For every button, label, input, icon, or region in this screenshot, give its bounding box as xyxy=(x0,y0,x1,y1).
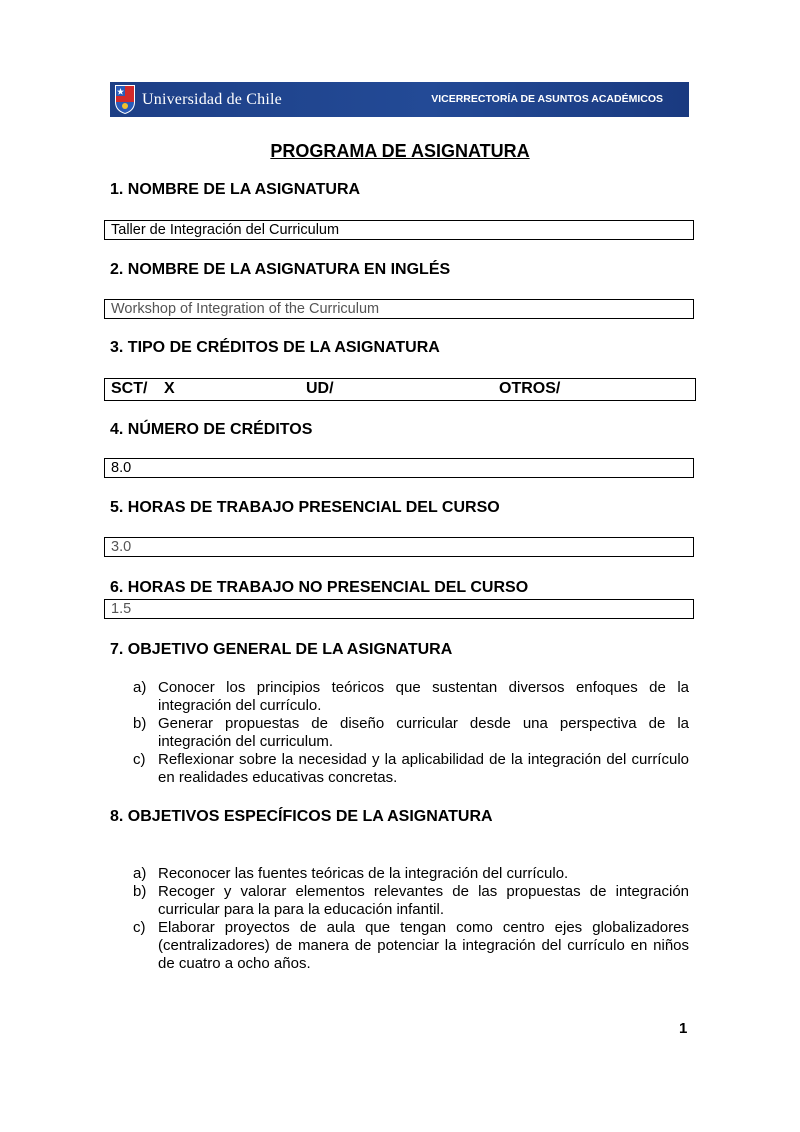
list-item xyxy=(133,679,689,715)
list-item-text: Conocer los principios teóricos que sustentan diversos enfoques de la integración del currículo. xyxy=(158,679,689,714)
non-presential-hours-field: 1.5 xyxy=(104,599,694,619)
list-item-text: Reconocer las fuentes teóricas de la integración del currículo. xyxy=(158,865,569,882)
sct-mark: X xyxy=(164,380,175,397)
list-marker: a) xyxy=(133,679,147,696)
list-marker: a) xyxy=(133,865,147,882)
university-crest-icon xyxy=(113,84,137,115)
list-item xyxy=(133,865,689,883)
otros-label: OTROS/ xyxy=(499,380,561,397)
course-name-field: Taller de Integración del Curriculum xyxy=(104,220,694,240)
list-marker: c) xyxy=(133,751,146,768)
list-item-text: Recoger y valorar elementos relevantes de las propuestas de integración curricular para la para la educación infantil. xyxy=(158,883,689,918)
ud-label: UD/ xyxy=(306,380,334,397)
section-7-heading: 7. OBJETIVO GENERAL DE LA ASIGNATURA xyxy=(110,641,453,658)
section-5-heading: 5. HORAS DE TRABAJO PRESENCIAL DEL CURSO xyxy=(110,499,500,516)
list-item xyxy=(133,715,689,751)
vicerrectoria-label: VICERRECTORÍA DE ASUNTOS ACADÉMICOS xyxy=(431,93,663,105)
list-item-text: Elaborar proyectos de aula que tengan como centro ejes globalizadores (centralizadores) de manera de potenciar la integración del currículo en niños de cuatro a ocho años. xyxy=(158,919,689,972)
list-item xyxy=(133,883,689,919)
list-marker: b) xyxy=(133,715,147,732)
specific-objectives-list xyxy=(133,865,689,973)
credit-type-box xyxy=(104,378,696,401)
document-title: PROGRAMA DE ASIGNATURA xyxy=(270,141,530,161)
header-banner xyxy=(110,82,689,117)
section-3-heading: 3. TIPO DE CRÉDITOS DE LA ASIGNATURA xyxy=(110,339,440,356)
list-item xyxy=(133,751,689,787)
sct-label: SCT/ xyxy=(111,380,148,397)
section-8-heading: 8. OBJETIVOS ESPECÍFICOS DE LA ASIGNATURA xyxy=(110,808,493,825)
list-item-text: Reflexionar sobre la necesidad y la aplicabilidad de la integración del currículo en realidades educativas concretas. xyxy=(158,751,689,786)
general-objectives-list xyxy=(133,679,689,787)
university-name: Universidad de Chile xyxy=(142,91,282,108)
section-4-heading: 4. NÚMERO DE CRÉDITOS xyxy=(110,421,313,438)
section-2-heading: 2. NOMBRE DE LA ASIGNATURA EN INGLÉS xyxy=(110,261,451,278)
section-1-heading: 1. NOMBRE DE LA ASIGNATURA xyxy=(110,181,361,198)
list-item-text: Generar propuestas de diseño curricular desde una perspectiva de la integración del curriculum. xyxy=(158,715,689,750)
presential-hours-field: 3.0 xyxy=(104,537,694,557)
credits-number-field: 8.0 xyxy=(104,458,694,478)
list-marker: c) xyxy=(133,919,146,936)
page-number: 1 xyxy=(679,1020,688,1037)
section-6-heading: 6. HORAS DE TRABAJO NO PRESENCIAL DEL CURSO xyxy=(110,579,529,596)
list-item xyxy=(133,919,689,973)
course-name-english-field: Workshop of Integration of the Curriculum xyxy=(104,299,694,319)
list-marker: b) xyxy=(133,883,147,900)
